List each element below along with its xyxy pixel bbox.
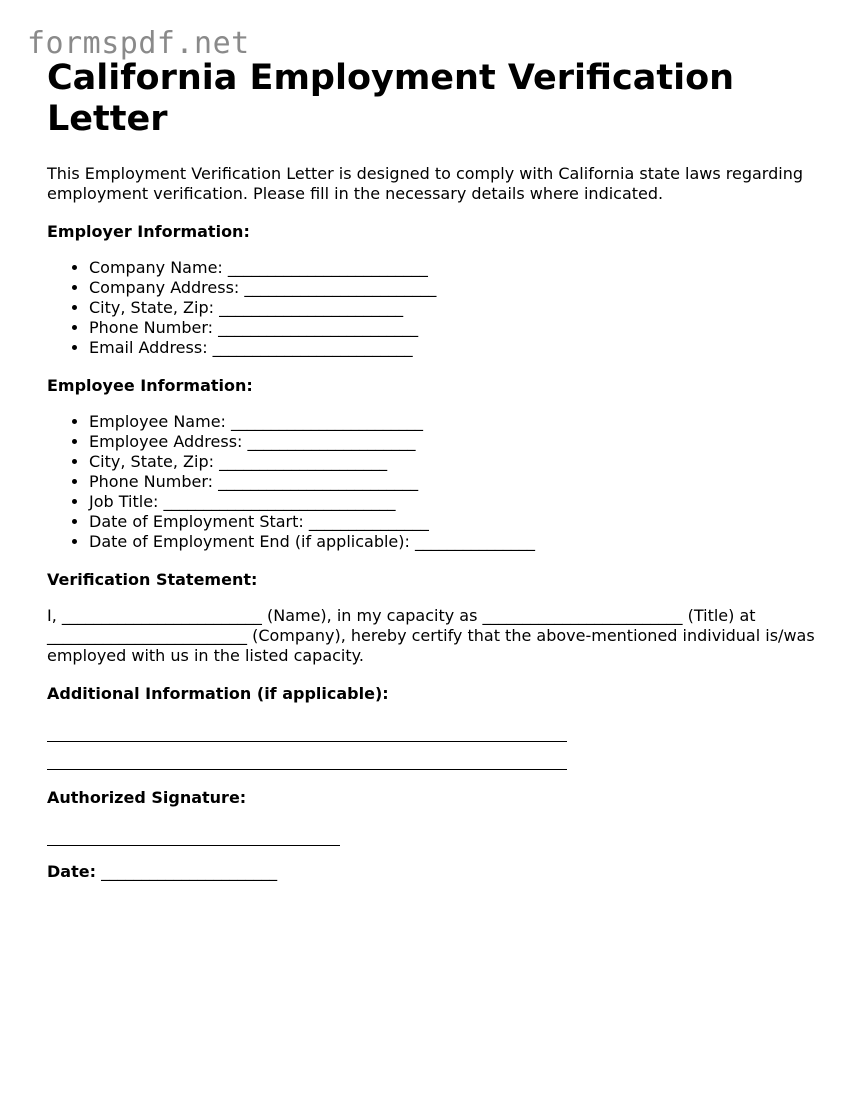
watermark: formspdf.net [27, 26, 250, 61]
employee-end-date: • Date of Employment End (if applicable): _______________ [89, 532, 817, 552]
employer-list [47, 258, 817, 358]
employee-start-date: • Date of Employment Start: _______________ [89, 512, 817, 532]
employee-city-state-zip: • City, State, Zip: _____________________ [89, 452, 817, 472]
employer-phone: • Phone Number: _________________________ [89, 318, 817, 338]
employer-company-address: • Company Address: ________________________ [89, 278, 817, 298]
date-row [47, 862, 817, 882]
additional-info-heading: Additional Information (if applicable): [47, 684, 389, 703]
date-blank: ______________________ [101, 862, 278, 881]
signature-heading: Authorized Signature: [47, 788, 247, 807]
additional-info-line-1 [47, 740, 567, 742]
employer-email: • Email Address: _________________________ [89, 338, 817, 358]
employer-heading: Employer Information: [47, 222, 250, 241]
employee-heading: Employee Information: [47, 376, 253, 395]
employee-job-title: • Job Title: _____________________________ [89, 492, 817, 512]
signature-line [47, 844, 340, 846]
employee-name: • Employee Name: ________________________ [89, 412, 817, 432]
date-label: Date: [47, 862, 96, 881]
employee-address: • Employee Address: _____________________ [89, 432, 817, 452]
letter-content [47, 58, 817, 882]
employer-city-state-zip: • City, State, Zip: _______________________ [89, 298, 817, 318]
employee-list [47, 412, 817, 552]
page-title: California Employment Verification Letter [47, 58, 735, 139]
employer-company-name: • Company Name: _________________________ [89, 258, 817, 278]
verification-heading: Verification Statement: [47, 570, 258, 589]
verification-statement: I, _________________________ (Name), in my capacity as _________________________ (Title) at _________________________ (Company), hereby certify that the above-mentioned individual is/was employed with us in the listed capacity. [47, 606, 815, 665]
additional-info-line-2 [47, 768, 567, 770]
intro-paragraph: This Employment Verification Letter is designed to comply with California state laws regarding employment verification. Please fill in the necessary details where indicated. [47, 164, 803, 203]
employee-phone: • Phone Number: _________________________ [89, 472, 817, 492]
